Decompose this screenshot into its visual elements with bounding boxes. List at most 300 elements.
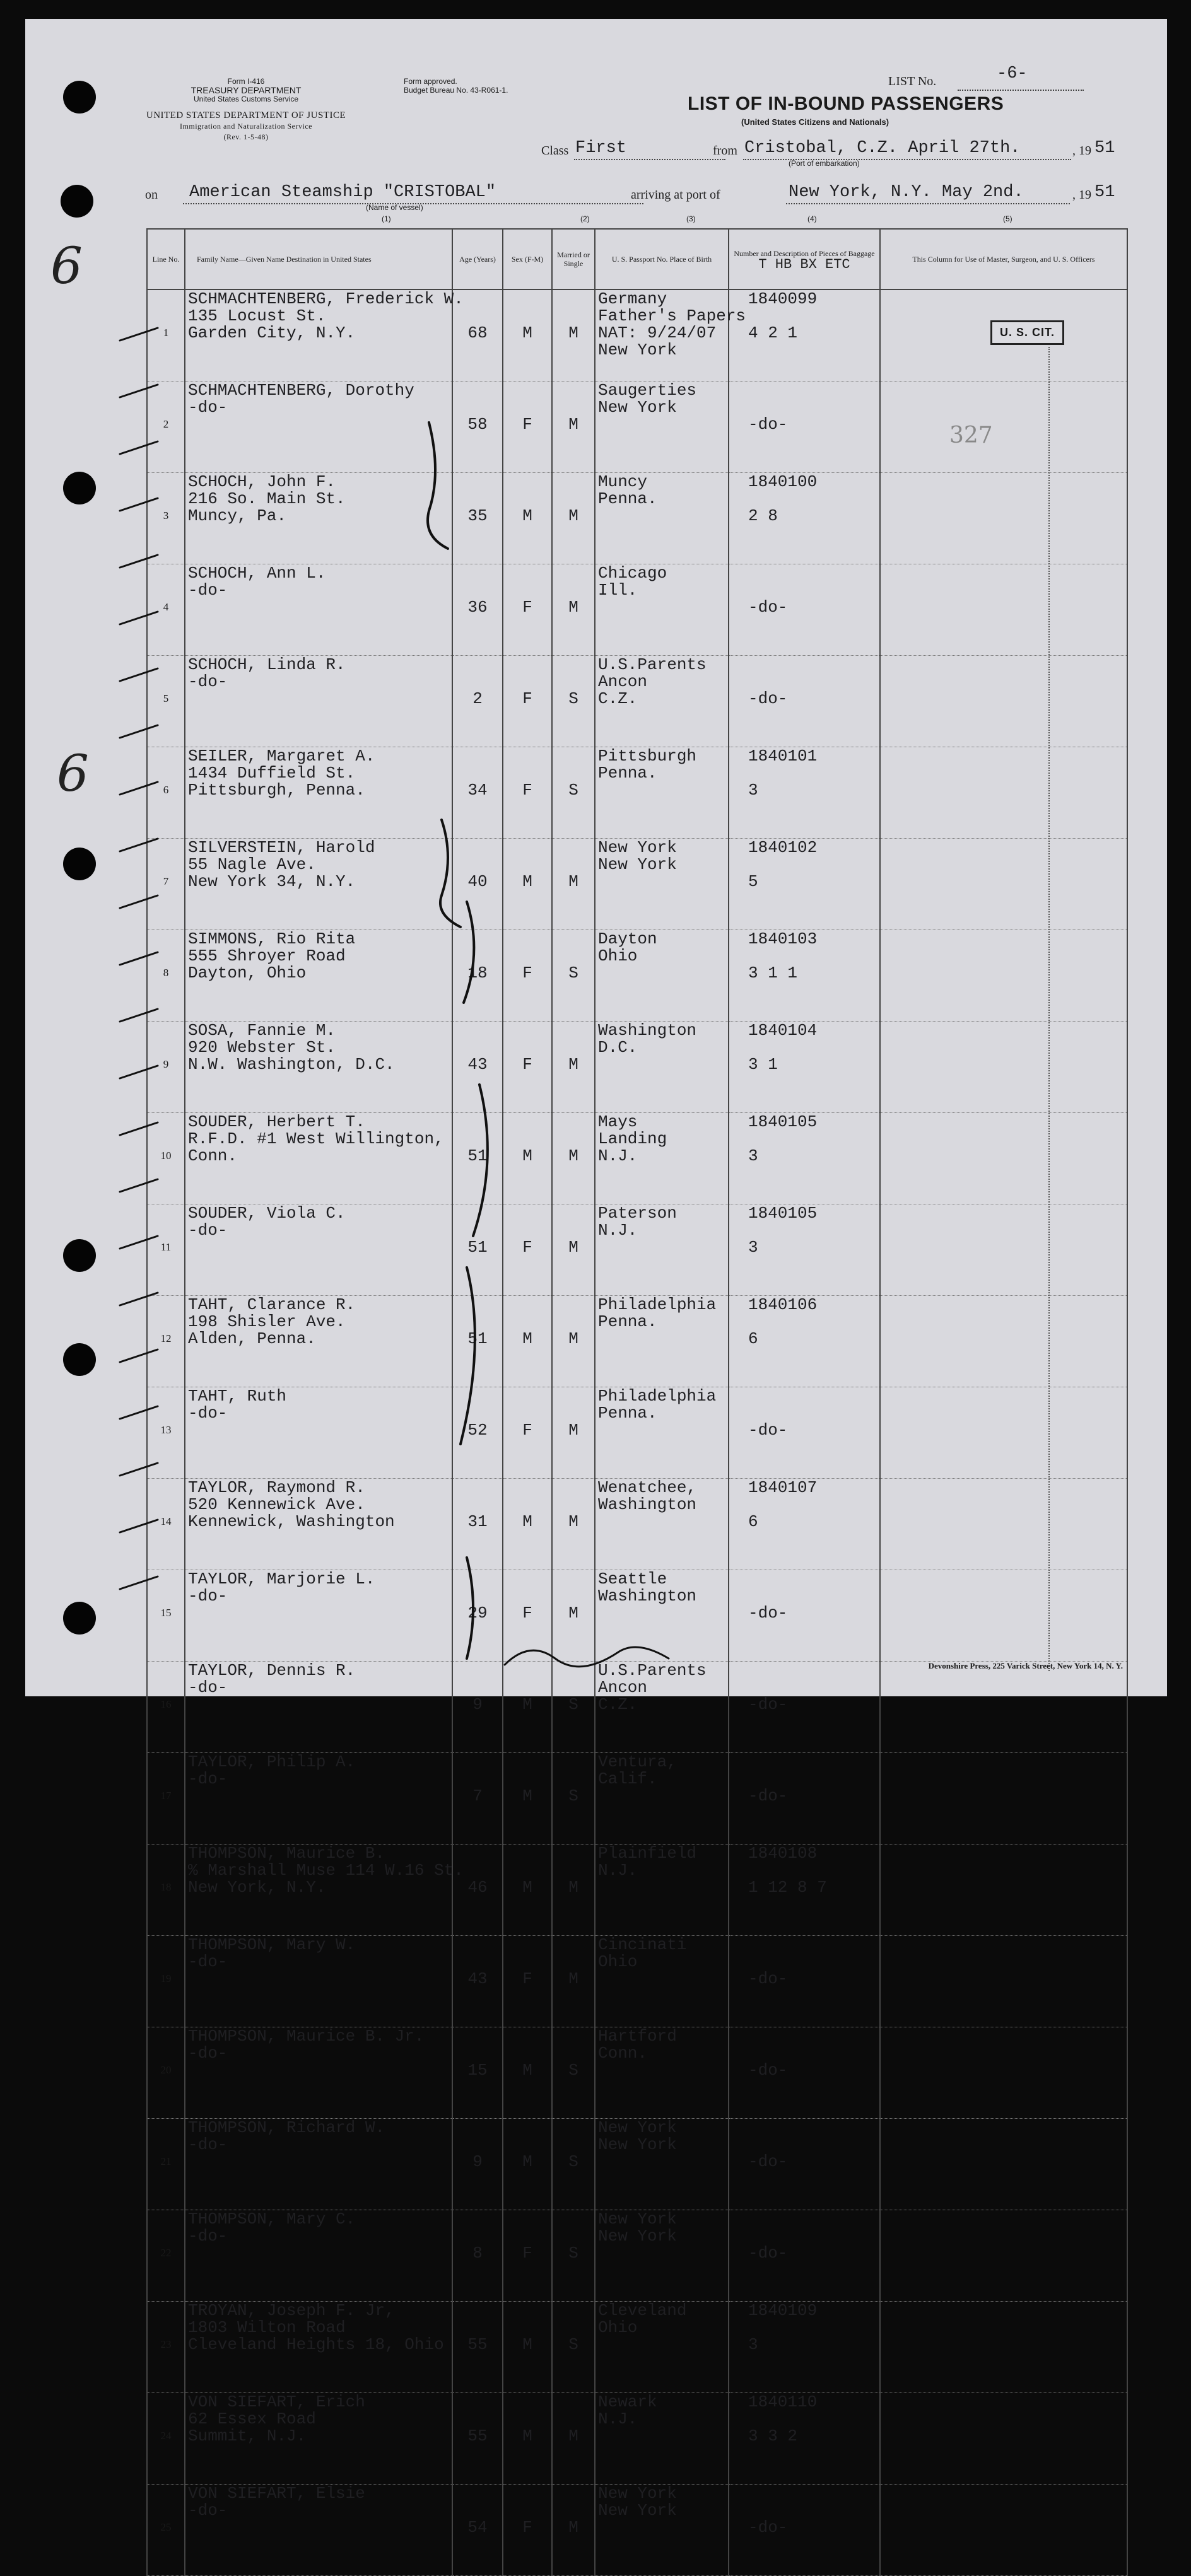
name-line: -do- bbox=[188, 1678, 228, 1697]
age-value: 55 bbox=[467, 2427, 488, 2445]
manifest-sheet bbox=[25, 19, 1167, 2537]
birth-line: Plainfield bbox=[598, 1844, 697, 1863]
name-line: Kennewick, Washington bbox=[188, 1512, 395, 1531]
line-number: 6 bbox=[147, 747, 185, 839]
age-value: 9 bbox=[472, 1695, 483, 1714]
birth-line: New York bbox=[598, 2501, 677, 2520]
header-married: Married or Single bbox=[552, 229, 595, 289]
name-line: THOMPSON, Mary W. bbox=[188, 1935, 356, 1954]
line-number: 11 bbox=[147, 1204, 185, 1296]
birth-line: Chicago bbox=[598, 564, 667, 583]
from-year: 51 bbox=[1094, 139, 1115, 158]
baggage-counts: 3 3 2 bbox=[748, 2427, 798, 2445]
baggage bbox=[729, 2119, 880, 2210]
age-value: 35 bbox=[467, 506, 488, 525]
officer-use bbox=[880, 2393, 1127, 2485]
age-value: 31 bbox=[467, 1512, 488, 1531]
name-line: THOMPSON, Maurice B. Jr. bbox=[188, 2027, 425, 2046]
name-line: Muncy, Pa. bbox=[188, 506, 287, 525]
sex bbox=[503, 2393, 552, 2485]
baggage-tag-number: 1840107 bbox=[748, 1478, 818, 1497]
passenger-name-destination bbox=[185, 2485, 452, 2576]
baggage-tag-number: 1840099 bbox=[748, 289, 818, 308]
ms-value: S bbox=[568, 1786, 578, 1805]
table-row bbox=[147, 1936, 1127, 2027]
birth-line: Paterson bbox=[598, 1204, 677, 1223]
name-line: SCHMACHTENBERG, Dorothy bbox=[188, 381, 414, 400]
sex-value: M bbox=[522, 1146, 532, 1165]
ms-value: M bbox=[568, 1969, 578, 1988]
budget-bureau: Budget Bureau No. 43-R061-1. bbox=[404, 86, 508, 95]
officer-use bbox=[880, 1845, 1127, 1936]
ms-value: M bbox=[568, 1329, 578, 1348]
name-line: -do- bbox=[188, 1952, 228, 1971]
age-value: 29 bbox=[467, 1604, 488, 1623]
sex-value: M bbox=[522, 506, 532, 525]
passenger-name-destination bbox=[185, 2393, 452, 2485]
baggage-tag-number: 1840103 bbox=[748, 930, 818, 948]
punch-hole bbox=[61, 185, 93, 218]
birth-line: New York bbox=[598, 341, 677, 359]
birth-line: Penna. bbox=[598, 764, 657, 783]
ms-value: S bbox=[568, 2244, 578, 2263]
name-line: TROYAN, Joseph F. Jr, bbox=[188, 2301, 395, 2320]
name-line: 216 So. Main St. bbox=[188, 489, 346, 508]
baggage-tag-number: 1840108 bbox=[748, 1844, 818, 1863]
sex-value: F bbox=[522, 1238, 532, 1257]
age-value: 58 bbox=[467, 415, 488, 434]
ms-value: M bbox=[568, 1238, 578, 1257]
name-line: -do- bbox=[188, 2044, 228, 2063]
name-line: SILVERSTEIN, Harold bbox=[188, 838, 375, 857]
name-line: TAYLOR, Dennis R. bbox=[188, 1661, 356, 1680]
sex bbox=[503, 1753, 552, 1845]
baggage-counts: 3 bbox=[748, 781, 758, 800]
age-value: 54 bbox=[467, 2518, 488, 2537]
birth-line: Seattle bbox=[598, 1570, 667, 1588]
ms-value: S bbox=[568, 2061, 578, 2080]
birth-line: Ohio bbox=[598, 2318, 638, 2337]
from-label: from bbox=[713, 144, 737, 158]
line-number: 3 bbox=[147, 473, 185, 564]
passenger-name-destination bbox=[185, 1844, 464, 1936]
age-value: 2 bbox=[472, 689, 483, 708]
page-subtitle: (United States Citizens and Nationals) bbox=[741, 117, 889, 127]
baggage-counts: -do- bbox=[748, 1786, 788, 1805]
place-of-birth bbox=[595, 2210, 729, 2302]
hand-mark-six-mid: 6 bbox=[57, 744, 89, 803]
birth-line: U.S.Parents bbox=[598, 1661, 707, 1680]
line-number: 4 bbox=[147, 564, 185, 656]
ms-value: M bbox=[568, 1878, 578, 1897]
name-line: New York, N.Y. bbox=[188, 1878, 326, 1897]
sex-value: F bbox=[522, 415, 532, 434]
line-number: 10 bbox=[147, 1113, 185, 1204]
name-line: SCHMACHTENBERG, Frederick W. bbox=[188, 289, 464, 308]
hand-tick-marks bbox=[120, 328, 669, 1667]
line-number: 9 bbox=[147, 1022, 185, 1113]
baggage-counts: -do- bbox=[748, 1604, 788, 1623]
baggage-tag-number: 1840102 bbox=[748, 838, 818, 857]
birth-line: Saugerties bbox=[598, 381, 697, 400]
ms-value: M bbox=[568, 1604, 578, 1623]
name-line: % Marshall Muse 114 W.16 St. bbox=[188, 1861, 464, 1880]
name-line: -do- bbox=[188, 398, 228, 417]
birth-line: Ohio bbox=[598, 1952, 638, 1971]
baggage-tag-number: 1840109 bbox=[748, 2301, 818, 2320]
birth-line: Hartford bbox=[598, 2027, 677, 2046]
birth-line: Calif. bbox=[598, 1769, 657, 1788]
marital-status bbox=[552, 2485, 595, 2576]
birth-line: D.C. bbox=[598, 1038, 638, 1057]
header-name: Family Name—Given Name Destination in United States bbox=[185, 229, 452, 289]
age bbox=[452, 2393, 503, 2485]
treasury-dept: TREASURY DEPARTMENT bbox=[191, 85, 302, 95]
table-row bbox=[147, 2393, 1127, 2485]
baggage bbox=[729, 2485, 880, 2576]
name-line: TAYLOR, Marjorie L. bbox=[188, 1570, 375, 1588]
sex-value: F bbox=[522, 964, 532, 982]
birth-line: Landing bbox=[598, 1129, 667, 1148]
punch-hole bbox=[63, 1239, 96, 1272]
sex-value: F bbox=[522, 781, 532, 800]
header-baggage-sub: T HB BX ETC bbox=[758, 257, 850, 272]
name-line: -do- bbox=[188, 2501, 228, 2520]
marital-status bbox=[552, 2302, 595, 2393]
sex-value: F bbox=[522, 1055, 532, 1074]
hand-mark-six-top: 6 bbox=[50, 236, 83, 295]
officer-use bbox=[880, 2302, 1127, 2393]
name-line: Alden, Penna. bbox=[188, 1329, 316, 1348]
ms-value: M bbox=[568, 323, 578, 342]
sex-value: F bbox=[522, 689, 532, 708]
line-number: 23 bbox=[147, 2302, 185, 2393]
ms-value: M bbox=[568, 1146, 578, 1165]
punch-hole bbox=[63, 81, 96, 114]
line-number: 1 bbox=[147, 289, 185, 382]
birth-line: Dayton bbox=[598, 930, 657, 948]
birth-line: New York bbox=[598, 2484, 677, 2503]
place-of-birth bbox=[595, 2302, 729, 2393]
baggage-counts: 5 bbox=[748, 872, 758, 891]
baggage-tag-number: 1840105 bbox=[748, 1112, 818, 1131]
age-value: 43 bbox=[467, 1055, 488, 1074]
marital-status bbox=[552, 2027, 595, 2119]
name-line: 62 Essex Road bbox=[188, 2410, 316, 2428]
baggage-tag-number: 1840106 bbox=[748, 1295, 818, 1314]
age-value: 18 bbox=[467, 964, 488, 982]
ms-value: M bbox=[568, 1512, 578, 1531]
officer-use bbox=[880, 2027, 1127, 2119]
line-number: 8 bbox=[147, 930, 185, 1022]
age-value: 55 bbox=[467, 2335, 488, 2354]
age bbox=[452, 1936, 503, 2027]
birth-line: Philadelphia bbox=[598, 1295, 717, 1314]
birth-line: Washington bbox=[598, 1021, 697, 1040]
punch-hole bbox=[63, 1602, 96, 1635]
sex bbox=[503, 2302, 552, 2393]
col-num-3: (3) bbox=[686, 214, 696, 223]
birth-line: New York bbox=[598, 2135, 677, 2154]
birth-line: N.J. bbox=[598, 1146, 638, 1165]
place-of-birth bbox=[595, 2485, 729, 2576]
marital-status bbox=[552, 1936, 595, 2027]
age-value: 8 bbox=[472, 2244, 483, 2263]
name-line: 520 Kennewick Ave. bbox=[188, 1495, 365, 1514]
line-number: 19 bbox=[147, 1936, 185, 2027]
line-number: 18 bbox=[147, 1845, 185, 1936]
col-num-1: (1) bbox=[382, 214, 391, 223]
vessel-name: American Steamship "CRISTOBAL" bbox=[189, 183, 496, 202]
ms-value: M bbox=[568, 2518, 578, 2537]
sex-value: M bbox=[522, 1329, 532, 1348]
name-line: THOMPSON, Mary C. bbox=[188, 2210, 356, 2229]
age-value: 43 bbox=[467, 1969, 488, 1988]
baggage-counts: 1 12 8 7 bbox=[748, 1878, 827, 1897]
birth-line: Penna. bbox=[598, 489, 657, 508]
sex-value: M bbox=[522, 2427, 532, 2445]
handwritten-check-marks bbox=[25, 19, 1167, 1696]
birth-line: N.J. bbox=[598, 1221, 638, 1240]
name-line: 1434 Duffield St. bbox=[188, 764, 356, 783]
name-line: -do- bbox=[188, 1404, 228, 1423]
birth-line: New York bbox=[598, 855, 677, 874]
header-age: Age (Years) bbox=[452, 229, 503, 289]
sex bbox=[503, 2485, 552, 2576]
birth-line: Father's Papers bbox=[598, 306, 746, 325]
birth-line: Ohio bbox=[598, 947, 638, 965]
birth-line: Wenatchee, bbox=[598, 1478, 697, 1497]
name-line: Pittsburgh, Penna. bbox=[188, 781, 365, 800]
baggage bbox=[729, 1845, 880, 1936]
ms-value: M bbox=[568, 415, 578, 434]
line-number: 7 bbox=[147, 839, 185, 930]
birth-line: New York bbox=[598, 2227, 677, 2246]
line-number: 20 bbox=[147, 2027, 185, 2119]
sex-value: M bbox=[522, 1878, 532, 1897]
birth-line: Cleveland bbox=[598, 2301, 687, 2320]
sex-value: F bbox=[522, 598, 532, 617]
us-citizen-stamp: U. S. CIT. bbox=[990, 320, 1064, 345]
name-line: VON SIEFART, Elsie bbox=[188, 2484, 365, 2503]
name-line: 555 Shroyer Road bbox=[188, 947, 346, 965]
table-row bbox=[147, 2485, 1127, 2576]
sex-value: M bbox=[522, 1695, 532, 1714]
age-value: 9 bbox=[472, 2152, 483, 2171]
birth-line: Penna. bbox=[598, 1312, 657, 1331]
punch-hole bbox=[63, 472, 96, 504]
birth-line: Penna. bbox=[598, 1404, 657, 1423]
line-number: 24 bbox=[147, 2393, 185, 2485]
birth-line: Muncy bbox=[598, 472, 648, 491]
birth-line: New York bbox=[598, 838, 677, 857]
birth-line: Ancon bbox=[598, 672, 648, 691]
age-value: 51 bbox=[467, 1238, 488, 1257]
ms-value: M bbox=[568, 1421, 578, 1440]
place-of-birth bbox=[595, 1753, 729, 1845]
line-number: 16 bbox=[147, 1662, 185, 1753]
baggage bbox=[729, 2393, 880, 2485]
baggage-tag-number: 1840104 bbox=[748, 1021, 818, 1040]
birth-line: Ill. bbox=[598, 581, 638, 600]
ms-value: S bbox=[568, 1695, 578, 1714]
age-value: 7 bbox=[472, 1786, 483, 1805]
name-line: 135 Locust St. bbox=[188, 306, 326, 325]
line-number: 14 bbox=[147, 1479, 185, 1570]
baggage-counts: 3 1 1 bbox=[748, 964, 798, 982]
baggage-counts: 6 bbox=[748, 1512, 758, 1531]
name-line: -do- bbox=[188, 581, 228, 600]
officer-use bbox=[880, 2210, 1127, 2302]
birth-line: U.S.Parents bbox=[598, 655, 707, 674]
sex-value: M bbox=[522, 872, 532, 891]
birth-line: Washington bbox=[598, 1495, 697, 1514]
table-row bbox=[147, 1753, 1127, 1845]
passenger-name-destination bbox=[185, 1753, 452, 1845]
name-line: 920 Webster St. bbox=[188, 1038, 336, 1057]
baggage-counts: 3 bbox=[748, 1238, 758, 1257]
name-line: THOMPSON, Richard W. bbox=[188, 2118, 385, 2137]
line-number: 15 bbox=[147, 1570, 185, 1662]
sex-value: M bbox=[522, 1512, 532, 1531]
baggage-counts: 3 bbox=[748, 1146, 758, 1165]
name-line: Dayton, Ohio bbox=[188, 964, 307, 982]
header-passport: U. S. Passport No. Place of Birth bbox=[595, 229, 729, 289]
ms-value: M bbox=[568, 872, 578, 891]
ins-service: Immigration and Naturalization Service bbox=[180, 122, 312, 131]
baggage-counts: -do- bbox=[748, 689, 788, 708]
birth-line: New York bbox=[598, 2118, 677, 2137]
line-number: 13 bbox=[147, 1387, 185, 1479]
page-title: LIST OF IN-BOUND PASSENGERS bbox=[688, 93, 1004, 114]
line-number: 22 bbox=[147, 2210, 185, 2302]
age bbox=[452, 2119, 503, 2210]
sex bbox=[503, 1845, 552, 1936]
line-number: 21 bbox=[147, 2119, 185, 2210]
place-of-birth bbox=[595, 2119, 729, 2210]
baggage-counts: -do- bbox=[748, 2244, 788, 2263]
vessel-caption: (Name of vessel) bbox=[366, 203, 423, 212]
sex-value: F bbox=[522, 2244, 532, 2263]
ms-value: M bbox=[568, 598, 578, 617]
sex bbox=[503, 2119, 552, 2210]
name-line: VON SIEFART, Erich bbox=[188, 2392, 365, 2411]
baggage bbox=[729, 1936, 880, 2027]
from-port: Cristobal, C.Z. April 27th. bbox=[744, 139, 1021, 158]
name-line: -do- bbox=[188, 1221, 228, 1240]
name-line: R.F.D. #1 West Willington, bbox=[188, 1129, 444, 1148]
officer-use bbox=[880, 2119, 1127, 2210]
baggage bbox=[729, 1753, 880, 1845]
name-line: Cleveland Heights 18, Ohio bbox=[188, 2335, 444, 2354]
baggage-tag-number: 1840101 bbox=[748, 747, 818, 766]
punch-hole bbox=[63, 1343, 96, 1376]
place-of-birth bbox=[595, 2393, 729, 2485]
name-line: New York 34, N.Y. bbox=[188, 872, 356, 891]
birth-line: Mays bbox=[598, 1112, 638, 1131]
sex bbox=[503, 1936, 552, 2027]
line-number: 12 bbox=[147, 1296, 185, 1387]
line-number: 25 bbox=[147, 2485, 185, 2576]
from-year-prefix: , 19 bbox=[1072, 144, 1091, 158]
name-line: 55 Nagle Ave. bbox=[188, 855, 316, 874]
name-line: SOUDER, Viola C. bbox=[188, 1204, 346, 1223]
sex-value: M bbox=[522, 1786, 532, 1805]
age-value: 40 bbox=[467, 872, 488, 891]
ms-value: M bbox=[568, 1055, 578, 1074]
arrival-port: New York, N.Y. May 2nd. bbox=[789, 183, 1024, 202]
birth-line: Ventura, bbox=[598, 1752, 677, 1771]
on-label: on bbox=[145, 188, 158, 202]
place-of-birth bbox=[595, 2027, 729, 2119]
table-row bbox=[147, 1845, 1127, 1936]
arr-year-prefix: , 19 bbox=[1072, 188, 1091, 202]
printer-footer: Devonshire Press, 225 Varick Street, New York 14, N. Y. bbox=[928, 1661, 1123, 1670]
sex-value: M bbox=[522, 2152, 532, 2171]
name-line: -do- bbox=[188, 1769, 228, 1788]
baggage-counts: 2 8 bbox=[748, 506, 778, 525]
sex-value: M bbox=[522, 2061, 532, 2080]
header-sex: Sex (F-M) bbox=[503, 229, 552, 289]
col-num-5: (5) bbox=[1003, 214, 1012, 223]
place-of-birth bbox=[595, 1936, 729, 2027]
age bbox=[452, 1753, 503, 1845]
class-label: Class bbox=[541, 144, 569, 158]
marital-status bbox=[552, 1845, 595, 1936]
baggage-counts: -do- bbox=[748, 1695, 788, 1714]
header-line-no: Line No. bbox=[147, 229, 185, 289]
baggage-counts: -do- bbox=[748, 2152, 788, 2171]
name-line: Summit, N.J. bbox=[188, 2427, 307, 2445]
birth-line: Germany bbox=[598, 289, 667, 308]
baggage-counts: 4 2 1 bbox=[748, 323, 798, 342]
line-number: 17 bbox=[147, 1753, 185, 1845]
age-value: 52 bbox=[467, 1421, 488, 1440]
sex-value: F bbox=[522, 1969, 532, 1988]
birth-line: C.Z. bbox=[598, 689, 638, 708]
name-line: SOSA, Fannie M. bbox=[188, 1021, 336, 1040]
birth-line: Philadelphia bbox=[598, 1387, 717, 1406]
birth-line: Washington bbox=[598, 1587, 697, 1606]
ms-value: S bbox=[568, 2335, 578, 2354]
sex bbox=[503, 2027, 552, 2119]
birth-line: NAT: 9/24/07 bbox=[598, 323, 717, 342]
baggage-tag-number: 1840105 bbox=[748, 1204, 818, 1223]
sex bbox=[503, 2210, 552, 2302]
baggage-counts: -do- bbox=[748, 2061, 788, 2080]
name-line: SCHOCH, Ann L. bbox=[188, 564, 326, 583]
baggage bbox=[729, 2210, 880, 2302]
passenger-name-destination bbox=[185, 2027, 452, 2119]
age bbox=[452, 2302, 503, 2393]
name-line: TAHT, Ruth bbox=[188, 1387, 287, 1406]
baggage-counts: 3 bbox=[748, 2335, 758, 2354]
passenger-name-destination bbox=[185, 2210, 452, 2302]
name-line: -do- bbox=[188, 2135, 228, 2154]
name-line: 198 Shisler Ave. bbox=[188, 1312, 346, 1331]
birth-line: Ancon bbox=[598, 1678, 648, 1697]
col-num-4: (4) bbox=[807, 214, 817, 223]
baggage-counts: -do- bbox=[748, 598, 788, 617]
ms-value: M bbox=[568, 2427, 578, 2445]
name-line: N.W. Washington, D.C. bbox=[188, 1055, 395, 1074]
age-value: 34 bbox=[467, 781, 488, 800]
ms-value: S bbox=[568, 2152, 578, 2171]
list-label: LIST No. bbox=[888, 74, 937, 88]
sex-value: M bbox=[522, 2335, 532, 2354]
sex-value: F bbox=[522, 1421, 532, 1440]
marital-status bbox=[552, 1753, 595, 1845]
